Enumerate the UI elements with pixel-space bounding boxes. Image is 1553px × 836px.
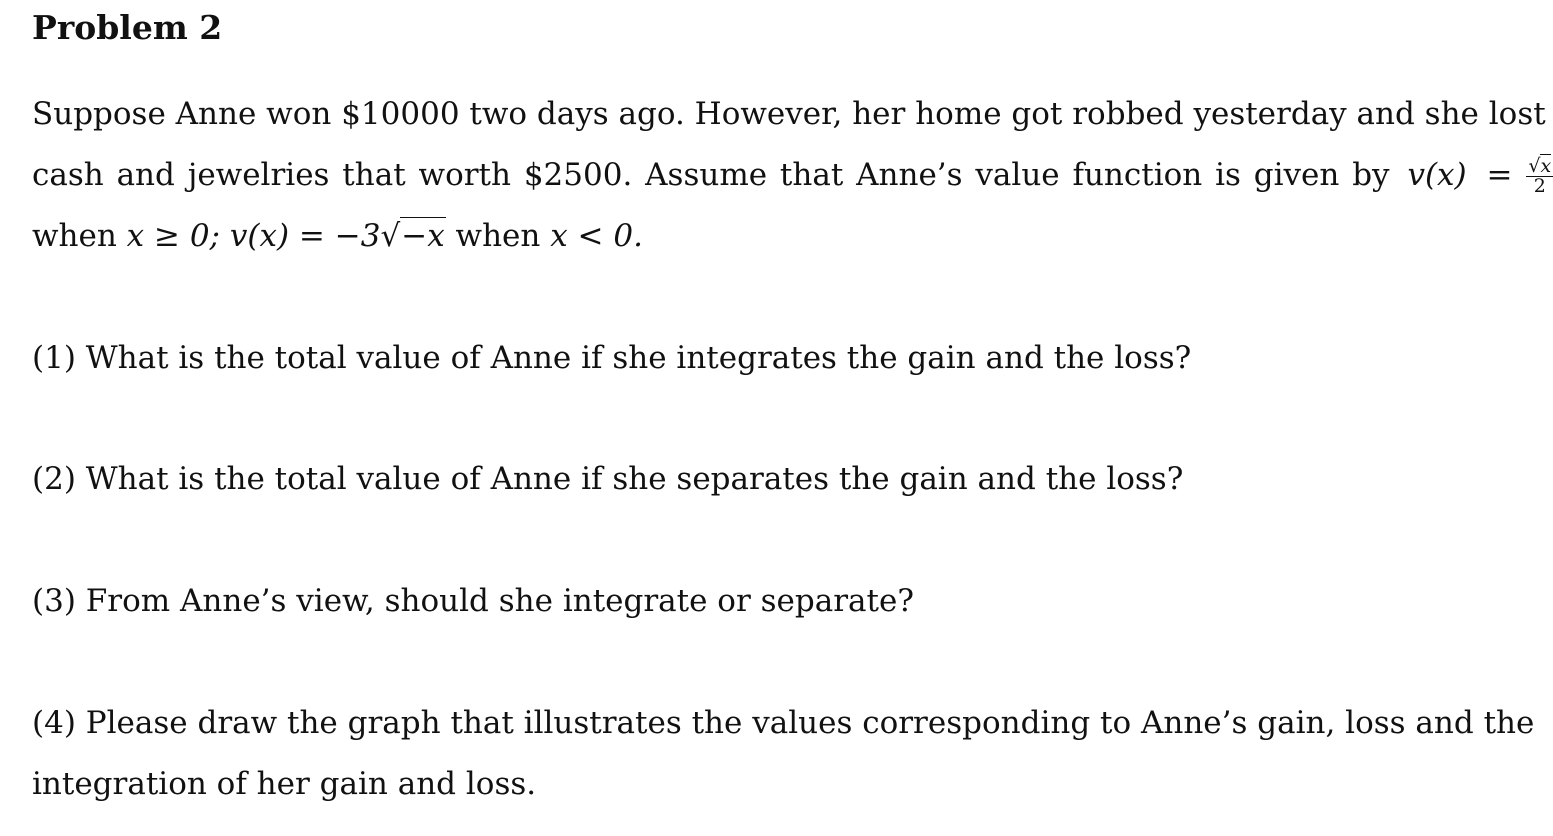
fraction-numerator: √x (1528, 155, 1552, 177)
when-word-2: when (455, 218, 541, 254)
question-3-text: (3) From Anne’s view, should she integrate or separate? (32, 583, 914, 619)
condition-negative: x < 0. (550, 218, 643, 254)
loss-value-function: v(x) = −3 (229, 218, 381, 254)
problem-title: Problem 2 (32, 8, 223, 47)
statement-line-2 (32, 155, 1552, 197)
statement-line-3 (32, 216, 1436, 256)
question-4-line-1: (4) Please draw the graph that illustrates the values corresponding to Anne’s gain, loss and the (32, 705, 1535, 741)
loss-radicand: −x (401, 218, 445, 254)
statement-line-2-text: cash and jewelries that worth $2500. Assume that Anne’s value function is given by (32, 157, 1390, 193)
value-function-symbol: v(x) (1407, 157, 1467, 193)
fraction-radicand: x (1540, 155, 1552, 177)
when-word-1: when (32, 218, 117, 254)
question-2-text: (2) What is the total value of Anne if she separates the gain and the loss? (32, 461, 1184, 497)
equals-sign: = (1486, 157, 1513, 193)
question-4-line-2: integration of her gain and loss. (32, 766, 537, 802)
gain-value-fraction (1526, 157, 1553, 196)
statement-line-1: Suppose Anne won $10000 two days ago. However, her home got robbed yesterday and she lost (32, 96, 1546, 132)
fraction-denominator: 2 (1533, 175, 1546, 197)
square-root: √−x (380, 218, 445, 254)
condition-nonnegative: x ≥ 0; (126, 218, 221, 254)
question-1-text: (1) What is the total value of Anne if she integrates the gain and the loss? (32, 340, 1192, 376)
